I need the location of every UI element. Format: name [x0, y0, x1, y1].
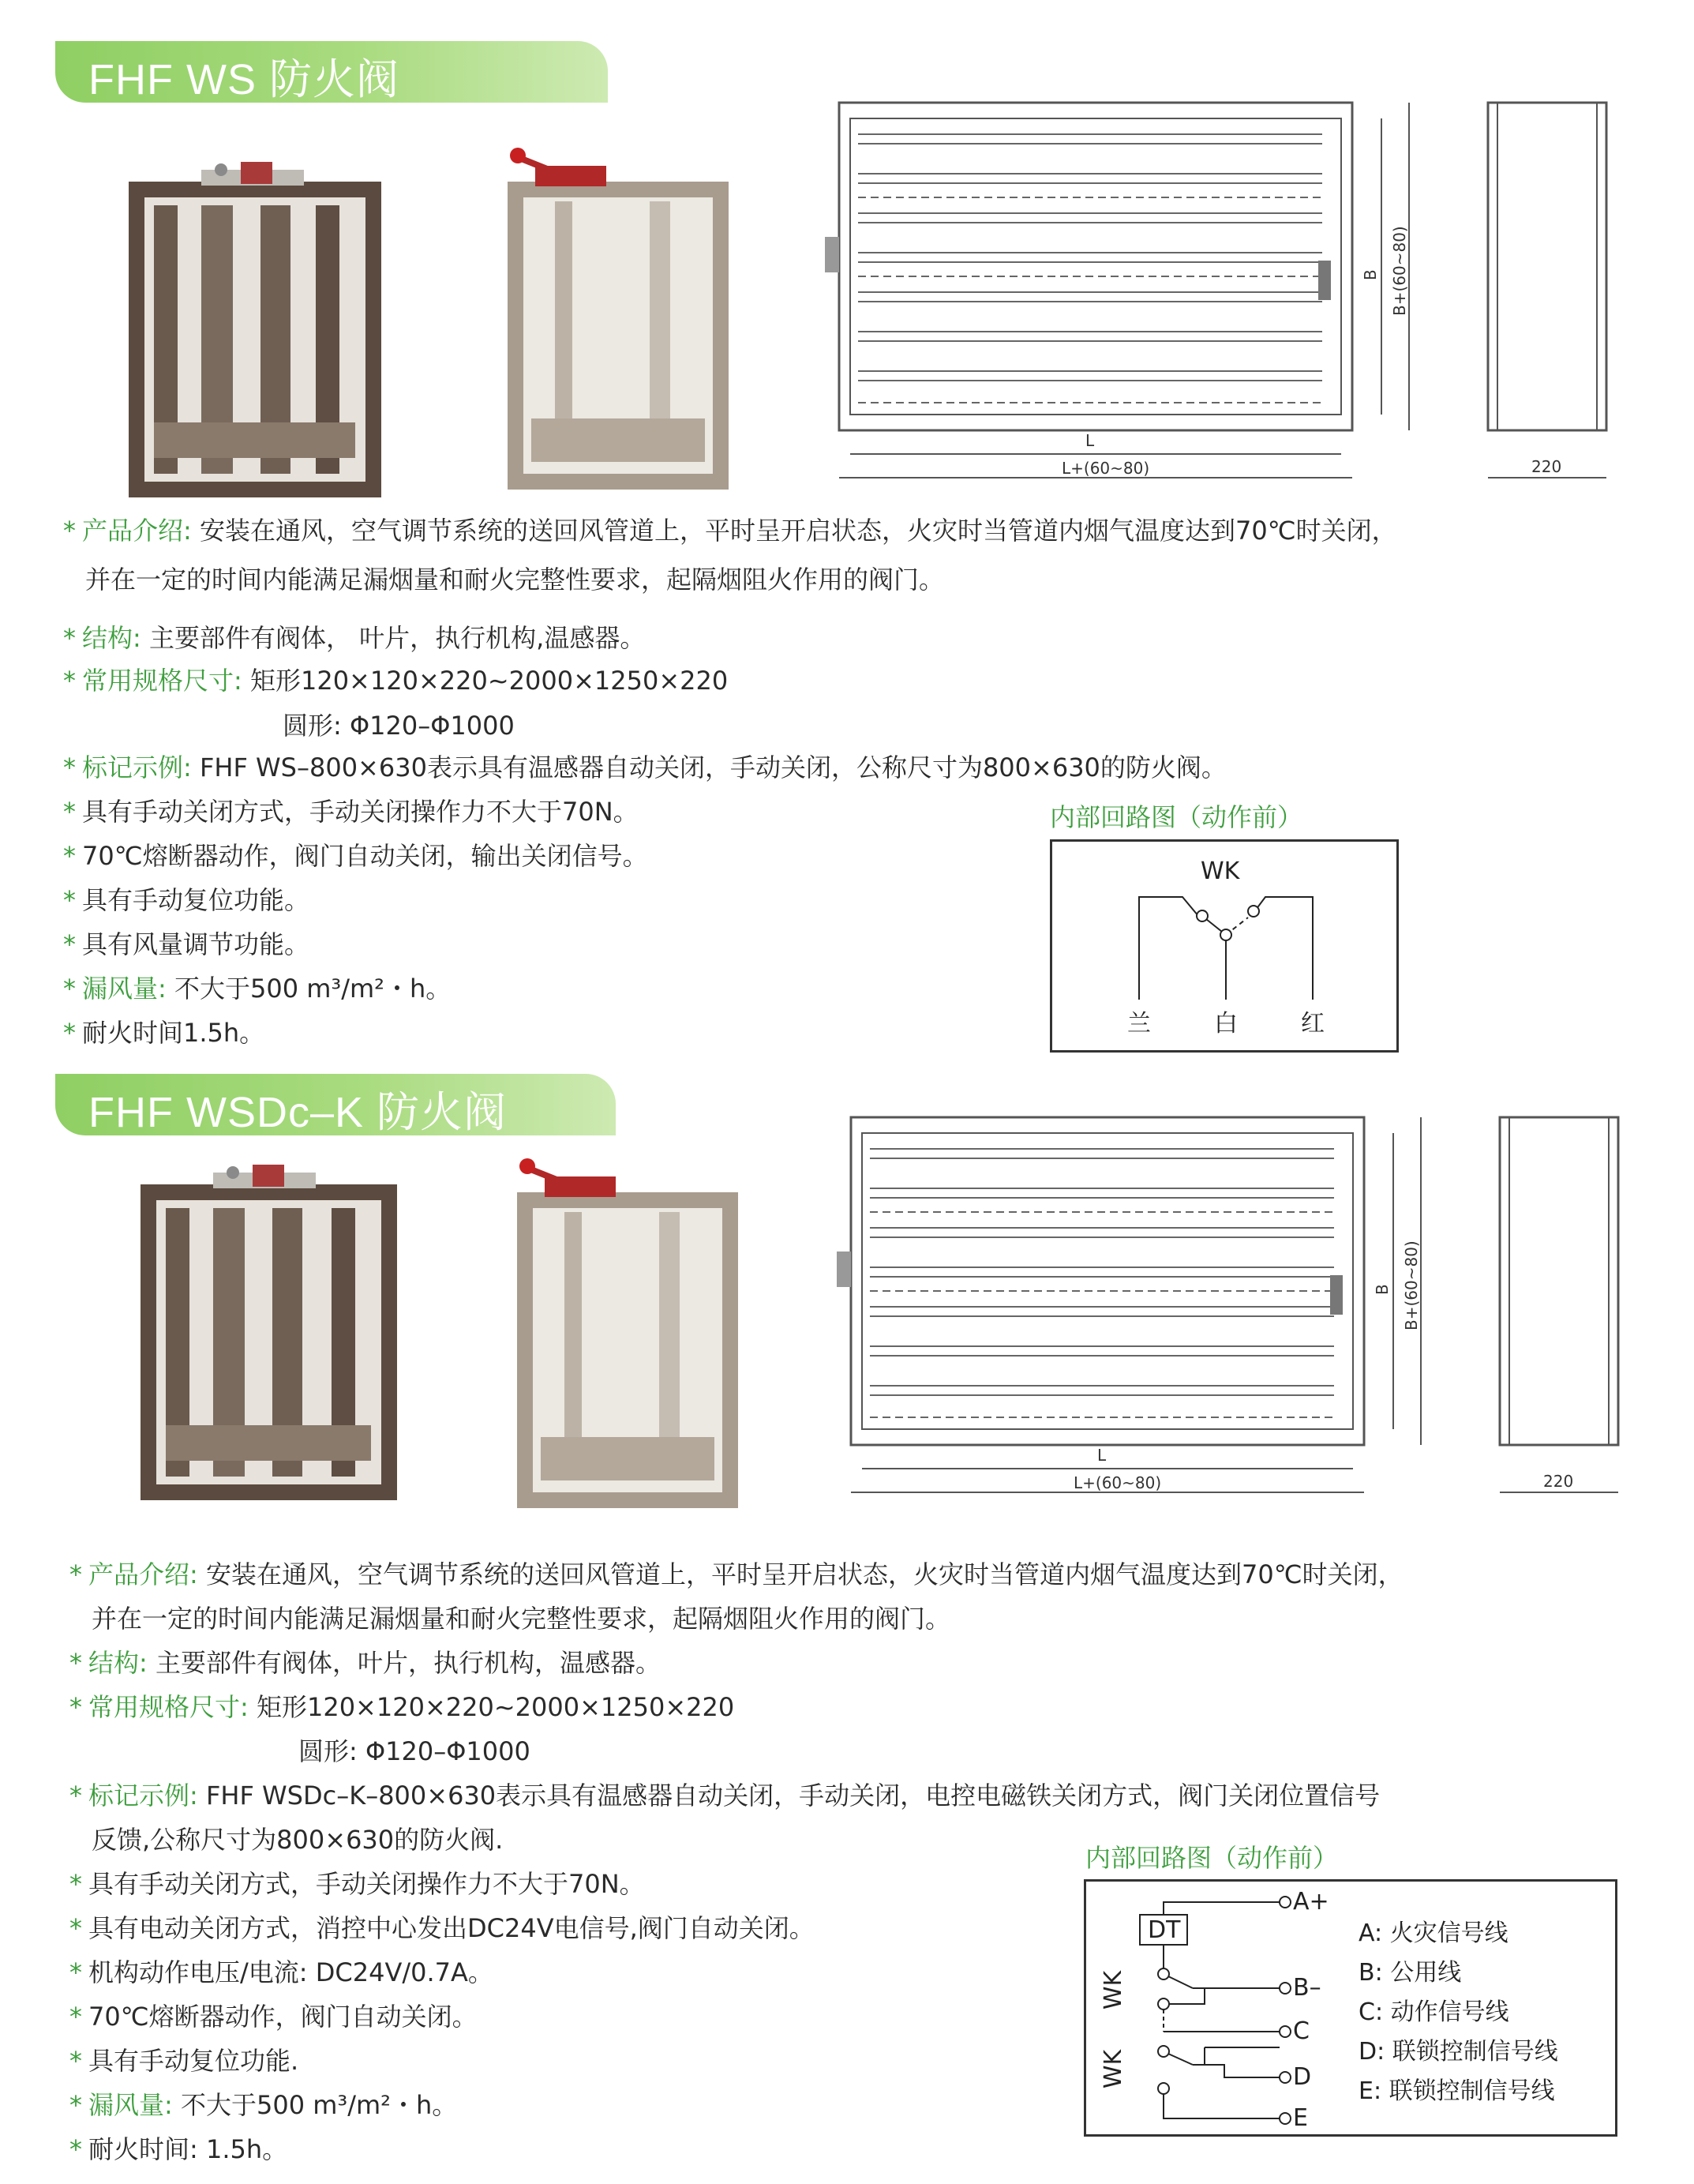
dim-l-plus-label: L+(60~80) [1074, 1473, 1162, 1492]
product-photo-dark [134, 1165, 410, 1512]
dim-l-label: L [1085, 431, 1095, 450]
dim-b-plus-label: B+(60~80) [1402, 1240, 1421, 1330]
spec-line: 圆形: Φ120–Φ1000 [298, 1736, 530, 1766]
spec-line: * 常用规格尺寸: 矩形120×120×220~2000×1250×220 [69, 1692, 735, 1722]
spec-line: * 具有电动关闭方式，消控中心发出DC24V电信号,阀门自动关闭。 [69, 1913, 815, 1943]
wiring-diagram [1050, 839, 1399, 1053]
legend-row: C: 动作信号线 [1359, 1998, 1509, 2026]
spec-line: * 耐火时间1.5h。 [63, 1018, 265, 1048]
technical-drawing [801, 95, 1622, 490]
legend-row: B: 公用线 [1359, 1959, 1462, 1987]
terminal-label: E [1293, 2104, 1308, 2132]
terminal-label: A+ [1293, 1888, 1329, 1916]
section-title: FHF WSDc–K 防火阀 [88, 1089, 508, 1136]
spec-line: 并在一定的时间内能满足漏烟量和耐火完整性要求，起隔烟阻火作用的阀门。 [85, 565, 945, 595]
spec-line: * 漏风量: 不大于500 m³/m²・h。 [63, 974, 452, 1004]
spec-line: * 具有风量调节功能。 [63, 929, 310, 959]
terminal-label: D [1293, 2063, 1312, 2091]
wiring-caption: 内部回路图（动作前） [1085, 1843, 1339, 1873]
wire-label-red: 红 [1301, 1010, 1325, 1038]
spec-line: * 70℃熔断器动作，阀门自动关闭。 [69, 2002, 478, 2032]
section-fhf-wsdc-k [0, 1058, 1694, 2184]
section-fhf-ws [0, 0, 1694, 1058]
dim-b-label: B [1361, 269, 1380, 280]
spec-line: * 结构: 主要部件有阀体，叶片，执行机构，温感器。 [69, 1648, 661, 1678]
dim-depth-label: 220 [1543, 1472, 1574, 1491]
spec-line: * 具有手动复位功能。 [63, 885, 310, 915]
dim-b-label: B [1373, 1284, 1392, 1295]
spec-line: * 具有手动关闭方式，手动关闭操作力不大于70N。 [63, 797, 639, 827]
dim-l-plus-label: L+(60~80) [1062, 459, 1150, 478]
spec-line: * 标记示例: FHF WS–800×630表示具有温感器自动关闭，手动关闭，公称尺寸为800×630的防火阀。 [63, 752, 1227, 782]
spec-line: * 常用规格尺寸: 矩形120×120×220~2000×1250×220 [63, 666, 729, 696]
legend-row: E: 联锁控制信号线 [1359, 2077, 1555, 2105]
spec-line: * 产品介绍: 安装在通风，空气调节系统的送回风管道上，平时呈开启状态，火灾时当管道内烟气温度达到70℃时关闭， [69, 1559, 1404, 1589]
spec-line: 圆形: Φ120–Φ1000 [283, 711, 515, 741]
spec-line: * 标记示例: FHF WSDc–K–800×630表示具有温感器自动关闭，手动关闭，电控电磁铁关闭方式，阀门关闭位置信号 [69, 1781, 1381, 1811]
legend-row: D: 联锁控制信号线 [1359, 2038, 1558, 2066]
switch-label: WK [1100, 2049, 1128, 2089]
legend-row: A: 火灾信号线 [1359, 1919, 1508, 1947]
section-title: FHF WS 防火阀 [88, 56, 399, 103]
dim-depth-label: 220 [1531, 457, 1562, 476]
wiring-caption: 内部回路图（动作前） [1050, 802, 1303, 832]
dim-b-plus-label: B+(60~80) [1390, 226, 1409, 316]
terminal-label: B– [1293, 1974, 1321, 2002]
spec-line: * 结构: 主要部件有阀体， 叶片，执行机构,温感器。 [63, 623, 646, 653]
wire-label-blue: 兰 [1127, 1010, 1151, 1038]
wire-label-white: 白 [1214, 1010, 1238, 1038]
spec-line: 反馈,公称尺寸为800×630的防火阀. [92, 1825, 504, 1855]
spec-line: * 产品介绍: 安装在通风，空气调节系统的送回风管道上，平时呈开启状态，火灾时当管道内烟气温度达到70℃时关闭， [63, 516, 1397, 546]
section-title-banner [55, 1074, 616, 1135]
product-photo-light [513, 1157, 742, 1512]
spec-line: * 具有手动关闭方式，手动关闭操作力不大于70N。 [69, 1869, 645, 1899]
wiring-diagram [1084, 1879, 1617, 2137]
spec-line: 并在一定的时间内能满足漏烟量和耐火完整性要求，起隔烟阻火作用的阀门。 [92, 1604, 951, 1634]
spec-line: * 耐火时间: 1.5h。 [69, 2134, 288, 2164]
spec-line: * 具有手动复位功能. [69, 2046, 299, 2076]
product-photo-light [504, 146, 733, 493]
spec-line: * 70℃熔断器动作，阀门自动关闭，输出关闭信号。 [63, 841, 648, 871]
spec-line: * 漏风量: 不大于500 m³/m²・h。 [69, 2090, 458, 2120]
dim-l-label: L [1097, 1446, 1107, 1465]
technical-drawing [813, 1109, 1634, 1508]
switch-label: WK [1100, 1970, 1128, 2010]
switch-label: WK [1201, 857, 1240, 885]
dt-label: DT [1148, 1916, 1181, 1944]
product-photo-dark [122, 162, 391, 501]
section-title-banner [55, 41, 608, 103]
terminal-label: C [1293, 2017, 1310, 2045]
spec-line: * 机构动作电压/电流: DC24V/0.7A。 [69, 1957, 493, 1987]
